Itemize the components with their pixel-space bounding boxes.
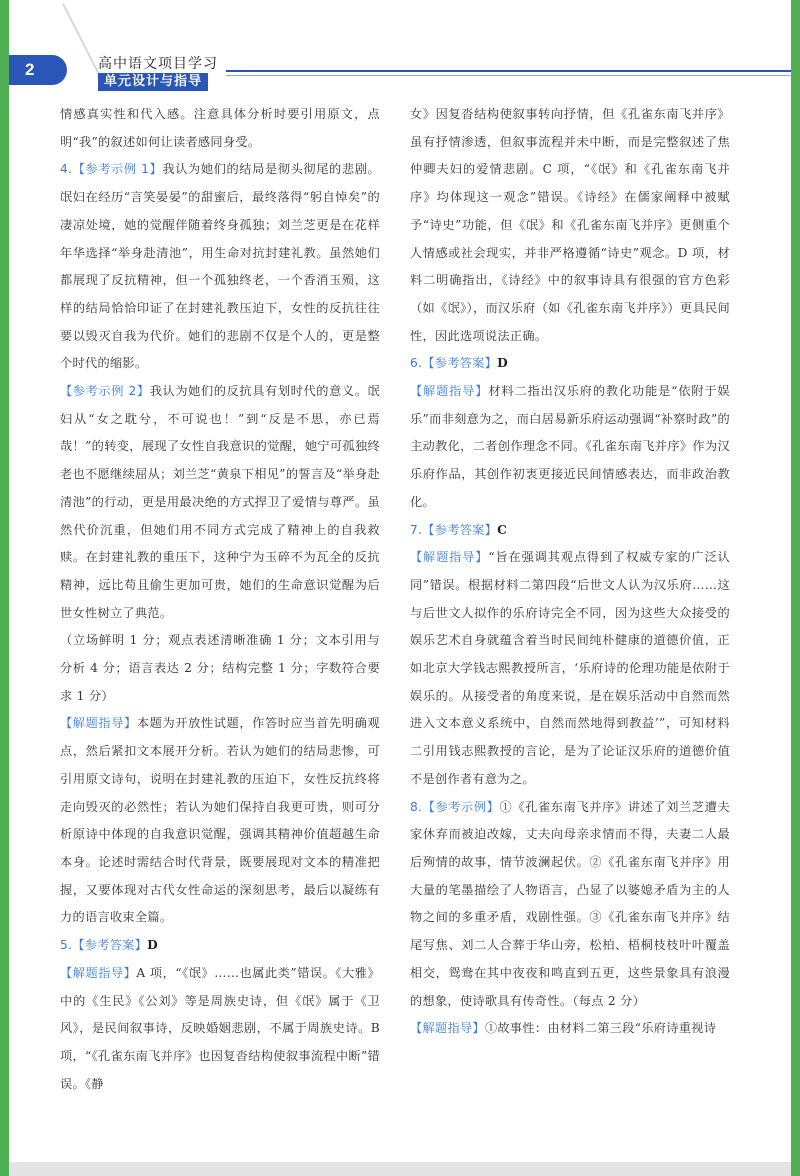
q7-guide-label: 【解题指导】 — [410, 550, 489, 565]
q4-example-1: 4.【参考示例 1】我认为她们的结局是彻头彻尾的悲剧。氓妇在经历“言笑晏晏”的甜蜜后，最终落得“躬自悼矣”的凄凉处境，她的觉醒伴随着终身孤独；刘兰芝更是在花样年华选择“举身赴清池”，用生命对抗封建礼教。虽然她们都展现了反抗精神，但一个孤独终老，一个香消玉殒，这样的结局恰恰印证了在封建礼教压迫下，女性的反抗往往要以毁灭自我为代价。她们的悲剧不仅是个人的，更是整个时代的缩影。 — [60, 162, 380, 371]
q7-guide: 【解题指导】“旨在强调其观点得到了权威专家的广泛认同”错误。根据材料二第四段“后世文人认为汉乐府……这与后世文人拟作的乐府诗完全不同，因为这些大众接受的娱乐艺术自身就蕴含着当时民间纯朴健康的道德价值，正如北京大学钱志熙教授所言，‘乐府诗的伦理功能是依附于娱乐的。从接受者的角度来说，是在娱乐活动中自然而然进入文本意义系统中，自然而然地得到教益’”，可知材料二引用钱志熙教授的言论，是为了论证汉乐府的道德价值不是创作者有意为之。 — [410, 550, 730, 786]
bottom-strip — [9, 1162, 791, 1176]
book-title: 高中语文项目学习 — [98, 56, 218, 72]
header-rule — [226, 70, 791, 72]
header-rule-thin — [226, 75, 791, 76]
q6-guide-label: 【解题指导】 — [410, 384, 489, 399]
q5-guide-continued: 女》因复沓结构使叙事转向抒情，但《孔雀东南飞并序》虽有抒情渗透，但叙事流程并未中断，而是完整叙述了焦仲卿夫妇的爱情悲剧。C 项，“《氓》和《孔雀东南飞并序》均体现这一观念”错误。《诗经》在儒家阐释中被赋予“诗史”功能，但《氓》和《孔雀东南飞并序》更侧重个人情感或社会现实，并非严格遵循“诗史”观念。D 项，材料二明确指出，《诗经》中的叙事诗具有很强的官方色彩（如《氓》），而汉乐府（如《孔雀东南飞并序》）更具民间性，因此选项说法正确。 — [410, 107, 730, 343]
left-column — [60, 101, 380, 1098]
page-number-badge: 2 — [9, 55, 67, 85]
q6-answer-value: D — [497, 356, 509, 371]
q5-guide-label: 【解题指导】 — [60, 965, 137, 980]
q6-number: 6. — [410, 356, 423, 371]
q5-answer-value: D — [147, 938, 159, 953]
q4-example-2: 【参考示例 2】我认为她们的反抗具有划时代的意义。氓妇从“女之耽兮，不可说也！”到“反是不思，亦已焉哉！”的转变，展现了女性自我意识的觉醒，她宁可孤独终老也不愿继续屈从；刘兰芝“黄泉下相见”的誓言及“举身赴清池”的行动，更是用最决绝的方式捍卫了爱情与尊严。虽然代价沉重，但她们用不同方式完成了精神上的自我救赎。在封建礼教的重压下，这种宁为玉碎不为瓦全的反抗精神，远比苟且偷生更加可贵，她们的生命意识觉醒为后世女性树立了典范。 — [60, 384, 380, 620]
q7-number: 7. — [410, 522, 423, 537]
q4-number: 4. — [60, 162, 73, 177]
q8-example: 8.【参考示例】①《孔雀东南飞并序》讲述了刘兰芝遭夫家休弃而被迫改嫁，丈夫向母亲求情而不得，夫妻二人最后殉情的故事，情节波澜起伏。②《孔雀东南飞并序》用大量的笔墨描绘了人物语言，凸显了以婆媳矛盾为主的人物之间的多重矛盾，戏剧性强。③《孔雀东南飞并序》结尾写焦、刘二人合葬于华山旁，松柏、梧桐枝枝叶叶覆盖相交，鸳鸯在其中夜夜和鸣直到五更，这些景象具有浪漫的想象，使诗歌具有传奇性。（每点 2 分） — [410, 799, 730, 1008]
q4-guide-label: 【解题指导】 — [60, 716, 137, 731]
q8-example-label: 【参考示例】 — [422, 799, 500, 814]
book-subtitle: 单元设计与指导 — [98, 73, 208, 91]
q5-answer — [60, 932, 380, 960]
q6-guide: 【解题指导】材料二指出汉乐府的教化功能是“依附于娱乐”而非刻意为之，而白居易新乐府运动强调“补察时政”的主动教化，二者创作理念不同。《孔雀东南飞并序》作为汉乐府作品，其创作初衷更接近民间情感表达，而非政治教化。 — [410, 384, 730, 509]
q8-guide: 【解题指导】①故事性：由材料二第三段“乐府诗重视诗 — [410, 1021, 717, 1036]
q4-scoring: （立场鲜明 1 分；观点表述清晰准确 1 分；文本引用与分析 4 分；语言表达 2 分；结构完整 1 分；字数符合要求 1 分） — [60, 633, 380, 703]
q5-answer-label: 【参考答案】 — [72, 938, 148, 953]
q4-example-2-label: 【参考示例 2】 — [60, 384, 150, 399]
q8-guide-label: 【解题指导】 — [410, 1021, 485, 1036]
q5-guide: 【解题指导】A 项，“《氓》……也属此类”错误。《大雅》中的《生民》《公刘》等是周族史诗，但《氓》属于《卫风》，是民间叙事诗，反映婚姻悲剧，不属于周族史诗。B 项，“《孔雀东南飞并序》也因复沓结构使叙事流程中断”错误。《静 — [60, 965, 380, 1091]
paragraph-continued: 情感真实性和代入感。注意具体分析时要引用原文，点明“我”的叙述如何让读者感同身受。 — [60, 107, 380, 149]
q4-guide: 【解题指导】本题为开放性试题，作答时应当首先明确观点，然后紧扣文本展开分析。若认为她们的结局悲惨，可引用原文诗句，说明在封建礼教的压迫下，女性反抗终将走向毁灭的必然性；若认为她们保持自我更可贵，则可分析原诗中体现的自我意识觉醒，强调其精神价值超越生命本身。论述时需结合时代背景，既要展现对文本的精准把握，又要体现对古代女性命运的深刻思考，最后以凝练有力的语言收束全篇。 — [60, 716, 380, 925]
q6-answer-label: 【参考答案】 — [422, 356, 498, 371]
right-column — [410, 101, 730, 1043]
q7-answer — [410, 517, 730, 545]
q4-example-1-label: 【参考示例 1】 — [72, 162, 163, 177]
q8-number: 8. — [410, 799, 423, 814]
q6-answer — [410, 350, 730, 378]
q7-answer-label: 【参考答案】 — [422, 522, 498, 537]
q7-answer-value: C — [497, 522, 508, 537]
q5-number: 5. — [60, 938, 73, 953]
